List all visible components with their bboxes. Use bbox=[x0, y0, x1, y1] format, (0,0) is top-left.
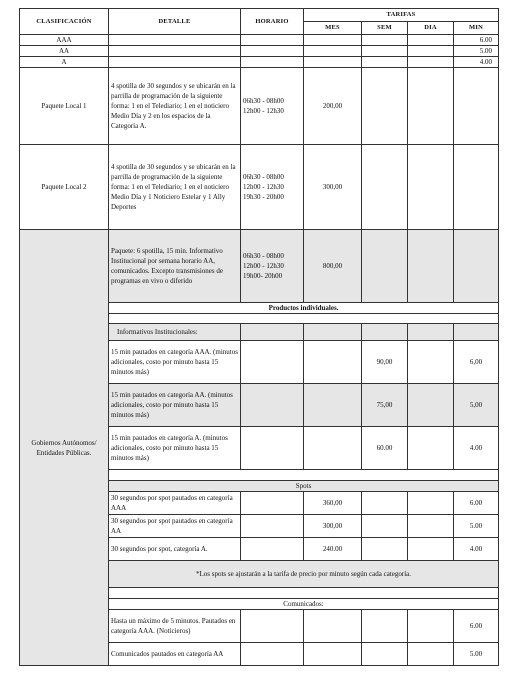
category-cell: AA bbox=[20, 46, 109, 57]
package-price-mes: 800,00 bbox=[304, 230, 362, 303]
section-comunicados: Comunicados: bbox=[109, 599, 499, 610]
package-name: Paquete Local 2 bbox=[20, 145, 109, 230]
rate-sheet bbox=[19, 8, 498, 666]
header-clasificacion: CLASIFICACIÓN bbox=[20, 9, 109, 35]
section-productos: Productos individuales. bbox=[109, 303, 499, 314]
table-row bbox=[20, 230, 499, 303]
price-mes: 360,00 bbox=[304, 492, 362, 515]
price-sem: 90,00 bbox=[362, 341, 408, 384]
header-min: MIN bbox=[454, 22, 499, 35]
item-detail: 15 min pautados en categoría A. (minutos adicionales, costo por minuto hasta 15 minutos más) bbox=[109, 427, 241, 470]
item-detail: 30 segundos por spot pautados en categoría AA bbox=[109, 515, 241, 538]
package-price-mes: 300,00 bbox=[304, 145, 362, 230]
price-mes: 300,00 bbox=[304, 515, 362, 538]
price-min: 4.00 bbox=[454, 538, 499, 561]
min-cell: 6.00 bbox=[454, 35, 499, 46]
item-detail: 15 min pautados en categoría AAA. (minutos adicionales, costo por minuto hasta 15 minutos más) bbox=[109, 341, 241, 384]
price-sem: 75,00 bbox=[362, 384, 408, 427]
category-cell: AAA bbox=[20, 35, 109, 46]
header-horario: HORARIO bbox=[241, 9, 304, 35]
section-informativos: Informativos Institucionales: bbox=[109, 324, 241, 341]
package-schedule: 06h30 - 08h00 12h00 - 12h30 19h00- 20h00 bbox=[241, 230, 304, 303]
header-dia: DIA bbox=[408, 22, 454, 35]
item-detail: 30 segundos por spot, categoría A. bbox=[109, 538, 241, 561]
price-min: 6.00 bbox=[454, 610, 499, 643]
table-row bbox=[20, 68, 499, 145]
item-detail: Comunicados pautados en categoría AA bbox=[109, 643, 241, 666]
price-min: 6.00 bbox=[454, 492, 499, 515]
price-min: 6,00 bbox=[454, 341, 499, 384]
table-row bbox=[20, 35, 499, 46]
category-cell: A bbox=[20, 57, 109, 68]
package-name: Paquete Local 1 bbox=[20, 68, 109, 145]
tariff-table bbox=[19, 8, 499, 666]
table-row bbox=[20, 145, 499, 230]
table-row bbox=[20, 57, 499, 68]
price-sem: 60.00 bbox=[362, 427, 408, 470]
min-cell: 4.00 bbox=[454, 57, 499, 68]
item-detail: Hasta un máximo de 5 minutos. Pautados en categoría AAA. (Noticieros) bbox=[109, 610, 241, 643]
section-spots: Spots bbox=[109, 481, 499, 492]
price-min: 5.00 bbox=[454, 515, 499, 538]
header-sem: SEM bbox=[362, 22, 408, 35]
min-cell: 5.00 bbox=[454, 46, 499, 57]
price-min: 4.00 bbox=[454, 427, 499, 470]
header-mes: MES bbox=[304, 22, 362, 35]
package-schedule: 06h30 - 08h00 12h00 - 12h30 19h30 - 20h00 bbox=[241, 145, 304, 230]
package-schedule: 06h30 - 08h00 12h00 - 12h30 bbox=[241, 68, 304, 145]
price-mes: 240.00 bbox=[304, 538, 362, 561]
package-detail: Paquete: 6 spotilla, 15 min. Informativo Institucional por semana horario AA, comunicados. Excepto transmisiones de programas en vivo o diferido bbox=[109, 230, 241, 303]
price-min: 5.00 bbox=[454, 643, 499, 666]
item-detail: 15 min pautados en categoría AA. (minutos adicionales, costo por minuto hasta 15 minutos más) bbox=[109, 384, 241, 427]
header-detalle: DETALLE bbox=[109, 9, 241, 35]
package-detail: 4 spotilla de 30 segundos y se ubicarán en la parrilla de programación de la siguiente forma: 1 en el Telediario; 1 en el noticiero Medio Día y 1 Noticiero Estelar y 1 Ally Deportes bbox=[109, 145, 241, 230]
header-tarifas: TARIFAS bbox=[304, 9, 499, 22]
category-gobiernos: Gobiernos Autónomos/ Entidades Públicas. bbox=[20, 230, 109, 666]
item-detail: 30 segundos por spot pautados en categoría AAA bbox=[109, 492, 241, 515]
package-detail: 4 spotilla de 30 segundos y se ubicarán en la parrilla de programación de la siguiente forma: 1 en el Telediario; 1 en el noticiero Medio Día y 2 en los espacios de la Categoría A. bbox=[109, 68, 241, 145]
package-price-mes: 200,00 bbox=[304, 68, 362, 145]
table-row bbox=[20, 46, 499, 57]
spots-note: *Los spots se ajustarán a la tarifa de precio por minuto según cada categoría. bbox=[109, 561, 499, 588]
price-min: 5,00 bbox=[454, 384, 499, 427]
